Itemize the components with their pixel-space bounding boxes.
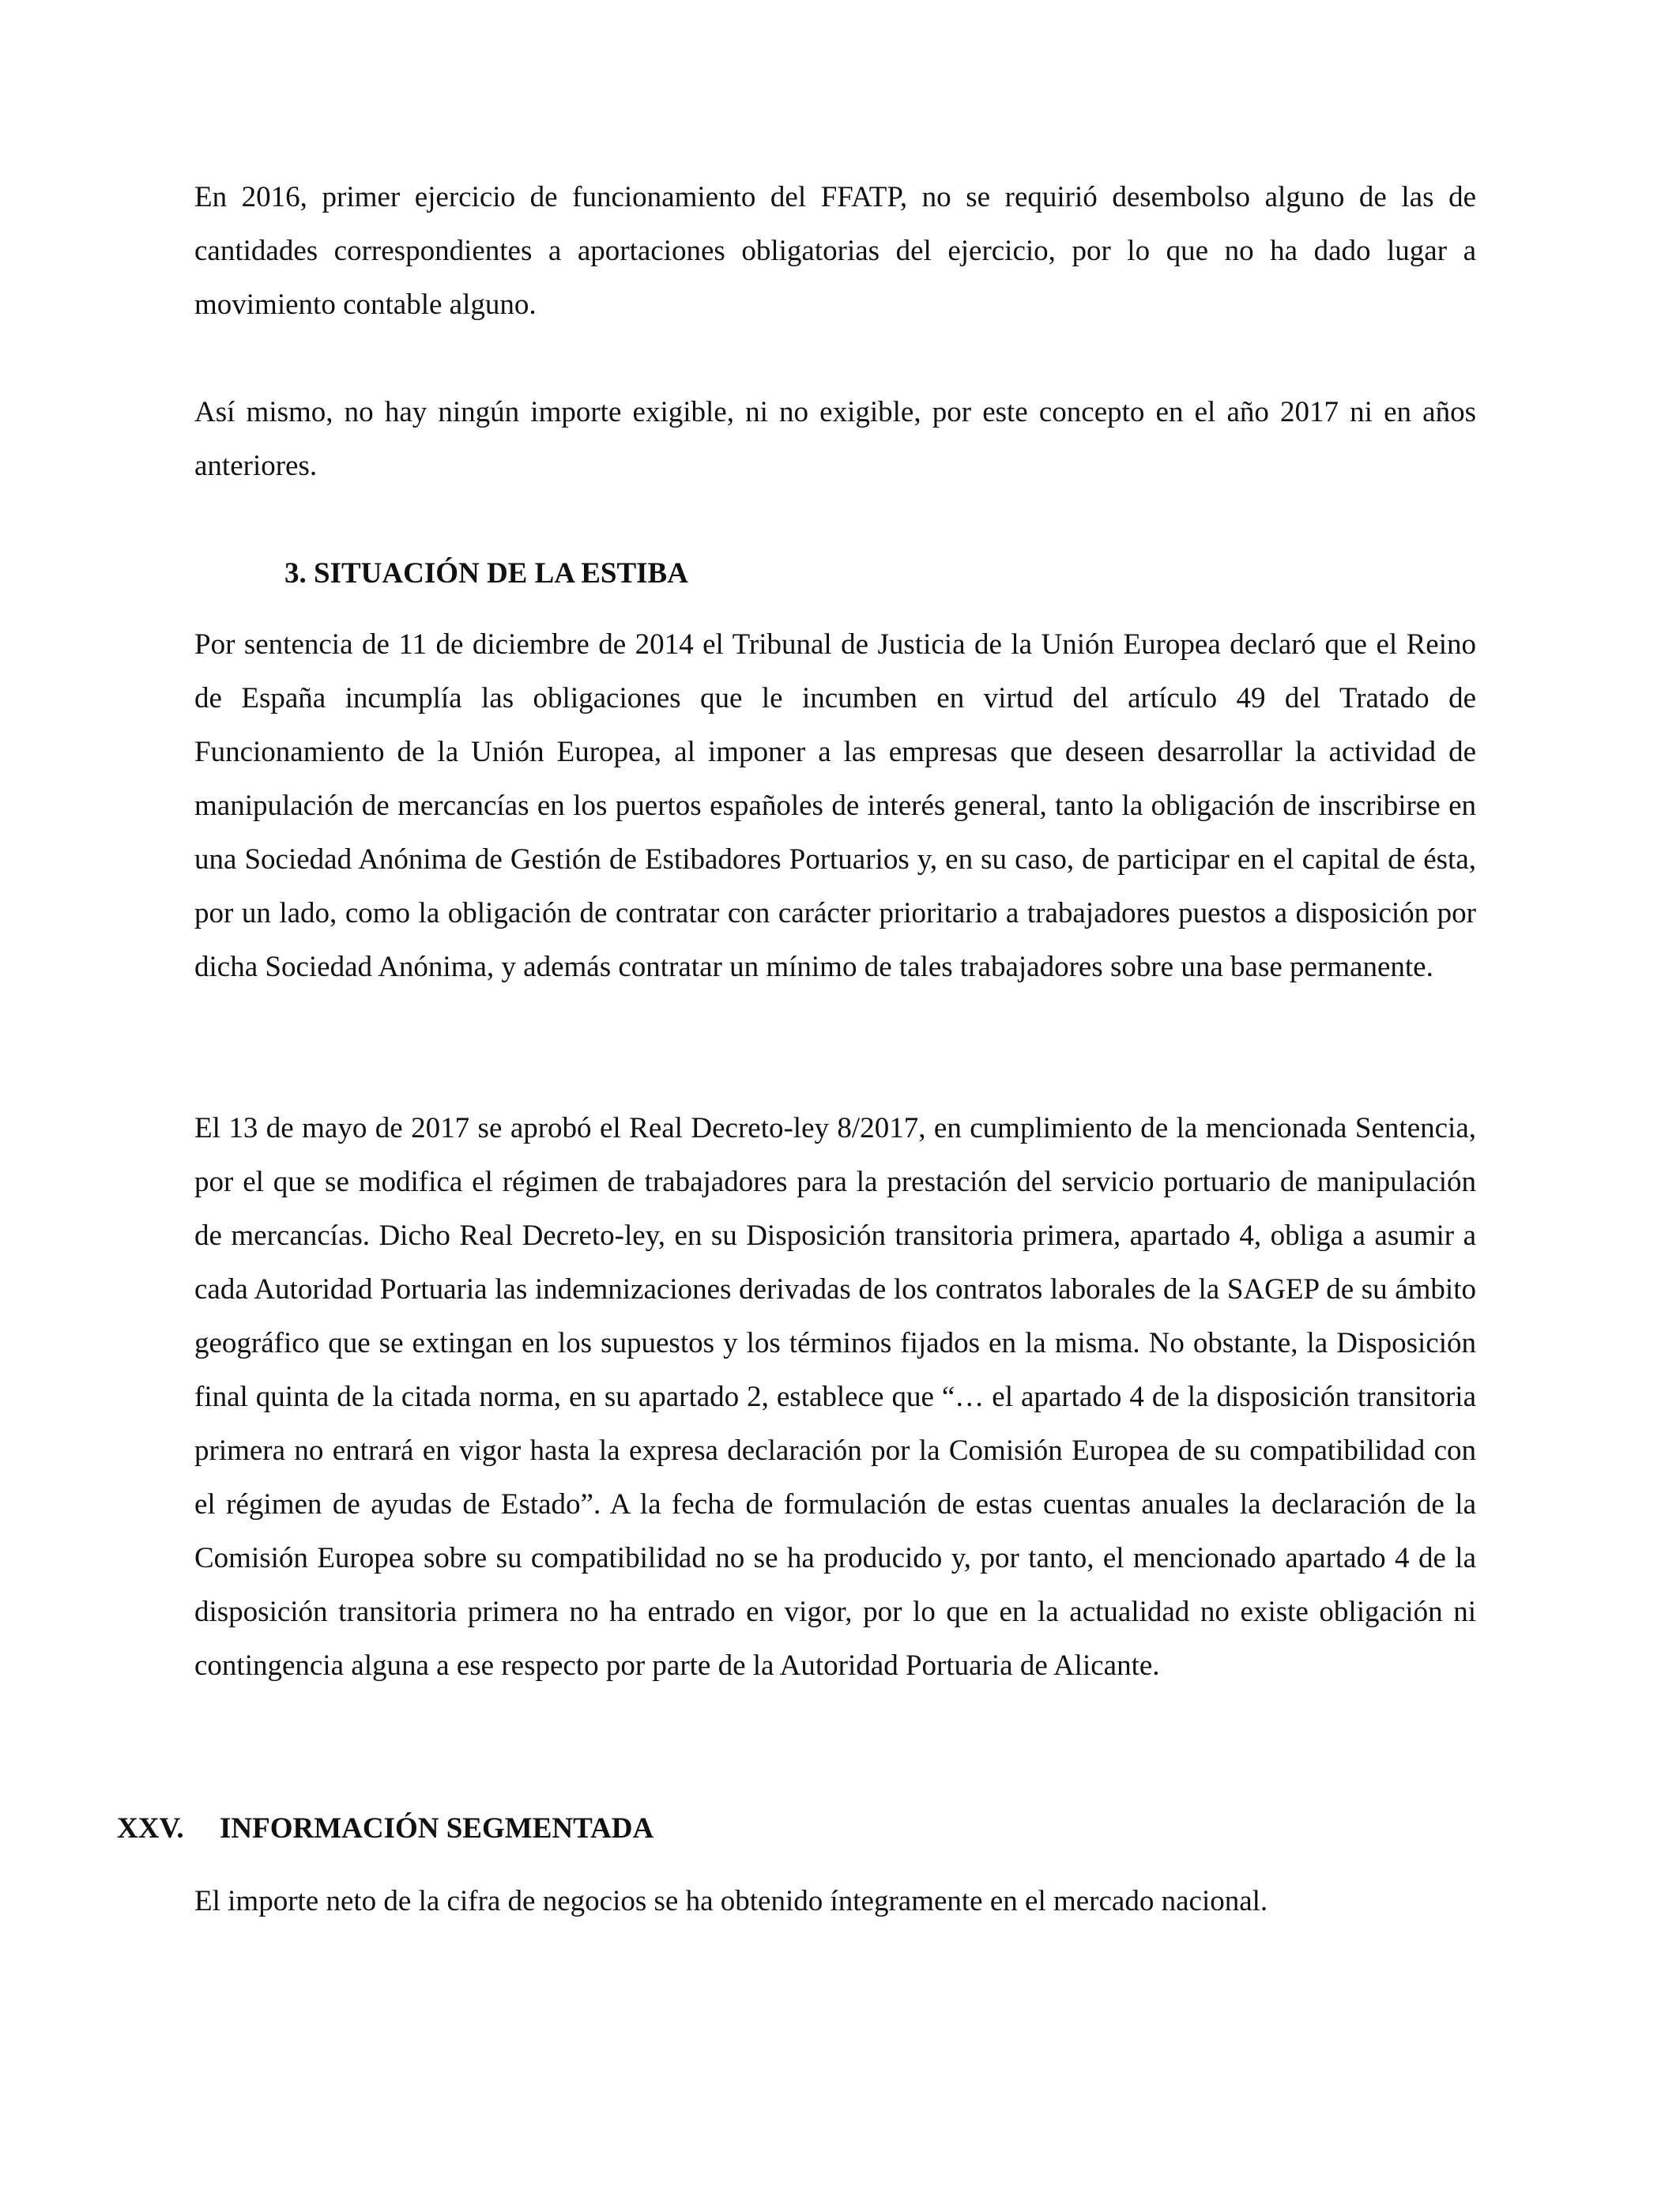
paragraph-real-decreto: El 13 de mayo de 2017 se aprobó el Real Decreto-ley 8/2017, en cumplimiento de la mencionada Sentencia, por el que se modifica el régimen de trabajadores para la prestación del servicio portuario de manipulación de mercancías. Dicho Real Decreto-ley, en su Disposición transitoria primera, apartado 4, obliga a asumir a cada Autoridad Portuaria las indemnizaciones derivadas de los contratos laborales de la SAGEP de su ámbito geográfico que se extingan en los supuestos y los términos fijados en la misma. No obstante, la Disposición final quinta de la citada norma, en su apartado 2, establece que “… el apartado 4 de la disposición transitoria primera no entrará en vigor hasta la expresa declaración por la Comisión Europea de su compatibilidad con el régimen de ayudas de Estado”. A la fecha de formulación de estas cuentas anuales la declaración de la Comisión Europea sobre su compatibilidad no se ha producido y, por tanto, el mencionado apartado 4 de la disposición transitoria primera no ha entrado en vigor, por lo que en la actualidad no existe obligación ni contingencia alguna a ese respecto por parte de la Autoridad Portuaria de Alicante.: [194, 1112, 1476, 1682]
section-title: INFORMACIÓN SEGMENTADA: [220, 1812, 654, 1845]
paragraph-cifra-negocios: El importe neto de la cifra de negocios se ha obtenido íntegramente en el mercado nacional.: [194, 1885, 1268, 1917]
paragraph-importe-exigible: Así mismo, no hay ningún importe exigible, ni no exigible, por este concepto en el año 2017 ni en años anteriores.: [194, 396, 1476, 482]
section-heading-informacion-segmentada: [117, 1802, 654, 1856]
paragraph-ffatp: En 2016, primer ejercicio de funcionamiento del FFATP, no se requirió desembolso alguno de las de cantidades correspondientes a aportaciones obligatorias del ejercicio, por lo que no ha dado lugar a movimiento contable alguno.: [194, 181, 1476, 321]
paragraph-sentencia: Por sentencia de 11 de diciembre de 2014 el Tribunal de Justicia de la Unión Europea declaró que el Reino de España incumplía las obligaciones que le incumben en virtud del artículo 49 del Tratado de Funcionamiento de la Unión Europea, al imponer a las empresas que deseen desarrollar la actividad de manipulación de mercancías en los puertos españoles de interés general, tanto la obligación de inscribirse en una Sociedad Anónima de Gestión de Estibadores Portuarios y, en su caso, de participar en el capital de ésta, por un lado, como la obligación de contratar con carácter prioritario a trabajadores puestos a disposición por dicha Sociedad Anónima, y además contratar un mínimo de tales trabajadores sobre una base permanente.: [194, 628, 1476, 983]
section-number: XXV.: [117, 1812, 184, 1845]
section-heading-situacion-estiba: 3. SITUACIÓN DE LA ESTIBA: [284, 557, 688, 590]
